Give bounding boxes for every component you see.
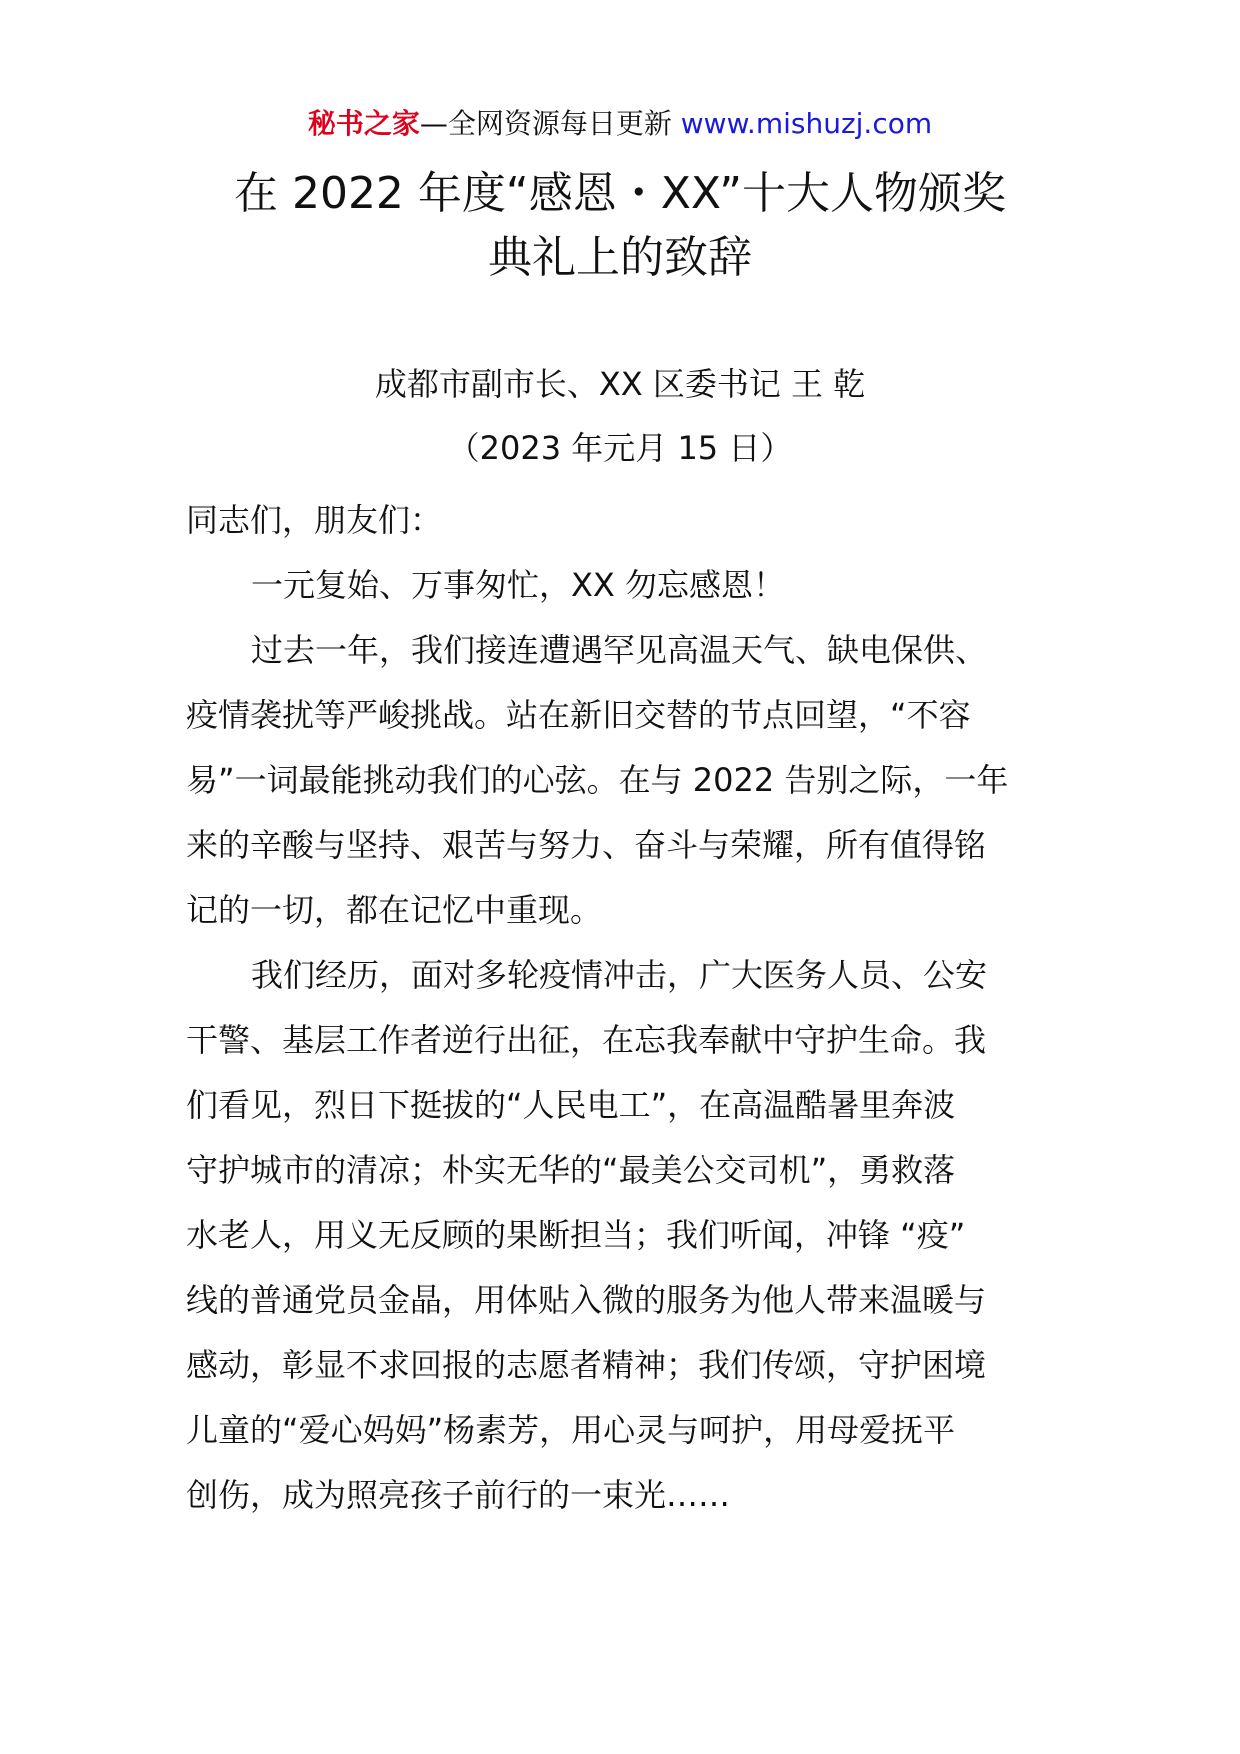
paragraph-2-line: 过去一年，我们接连遭遇罕见高温天气、缺电保供、 bbox=[251, 631, 988, 669]
speaker-byline: 成都市副市长、XX 区委书记 王 乾 bbox=[374, 365, 866, 403]
paragraph-2-line: 记的一切，都在记忆中重现。 bbox=[186, 891, 603, 929]
document-title-line-1: 在 2022 年度“感恩・XX”十大人物颁奖 bbox=[233, 168, 1007, 219]
paragraph-3-line: 们看见，烈日下挺拔的“人民电工”，在高温酷暑里奔波 bbox=[186, 1086, 956, 1124]
paragraph-3-line: 创伤，成为照亮孩子前行的一束光…… bbox=[186, 1476, 731, 1514]
salutation: 同志们，朋友们： bbox=[186, 501, 443, 539]
paragraph-2-line: 来的辛酸与坚持、艰苦与努力、奋斗与荣耀，所有值得铭 bbox=[186, 826, 987, 864]
speech-date: （2023 年元月 15 日） bbox=[447, 429, 793, 467]
site-url[interactable]: www.mishuzj.com bbox=[680, 107, 933, 140]
paragraph-3-line: 儿童的“爱心妈妈”杨素芳，用心灵与呵护，用母爱抚平 bbox=[186, 1411, 956, 1449]
paragraph-3-line: 感动，彰显不求回报的志愿者精神；我们传颂，守护困境 bbox=[186, 1346, 987, 1384]
paragraph-3-line: 我们经历，面对多轮疫情冲击，广大医务人员、公安 bbox=[251, 956, 988, 994]
paragraph-2-line: 易”一词最能挑动我们的心弦。在与 2022 告别之际，一年 bbox=[186, 761, 1009, 799]
paragraph-1-line: 一元复始、万事匆忙，XX 勿忘感恩！ bbox=[251, 566, 786, 604]
paragraph-3-line: 守护城市的清凉；朴实无华的“最美公交司机”，勇救落 bbox=[186, 1151, 956, 1189]
paragraph-3-line: 线的普通党员金晶，用体贴入微的服务为他人带来温暖与 bbox=[186, 1281, 987, 1319]
brand-name: 秘书之家 bbox=[307, 107, 420, 140]
paragraph-3-line: 干警、基层工作者逆行出征，在忘我奉献中守护生命。我 bbox=[186, 1021, 987, 1059]
site-header bbox=[0, 104, 1240, 144]
paragraph-3-line: 水老人，用义无反顾的果断担当；我们听闻，冲锋 “疫” bbox=[186, 1216, 966, 1254]
header-slogan: —全网资源每日更新 bbox=[419, 107, 681, 140]
paragraph-2-line: 疫情袭扰等严峻挑战。站在新旧交替的节点回望，“不容 bbox=[186, 696, 971, 734]
document-title-line-2: 典礼上的致辞 bbox=[488, 232, 752, 283]
